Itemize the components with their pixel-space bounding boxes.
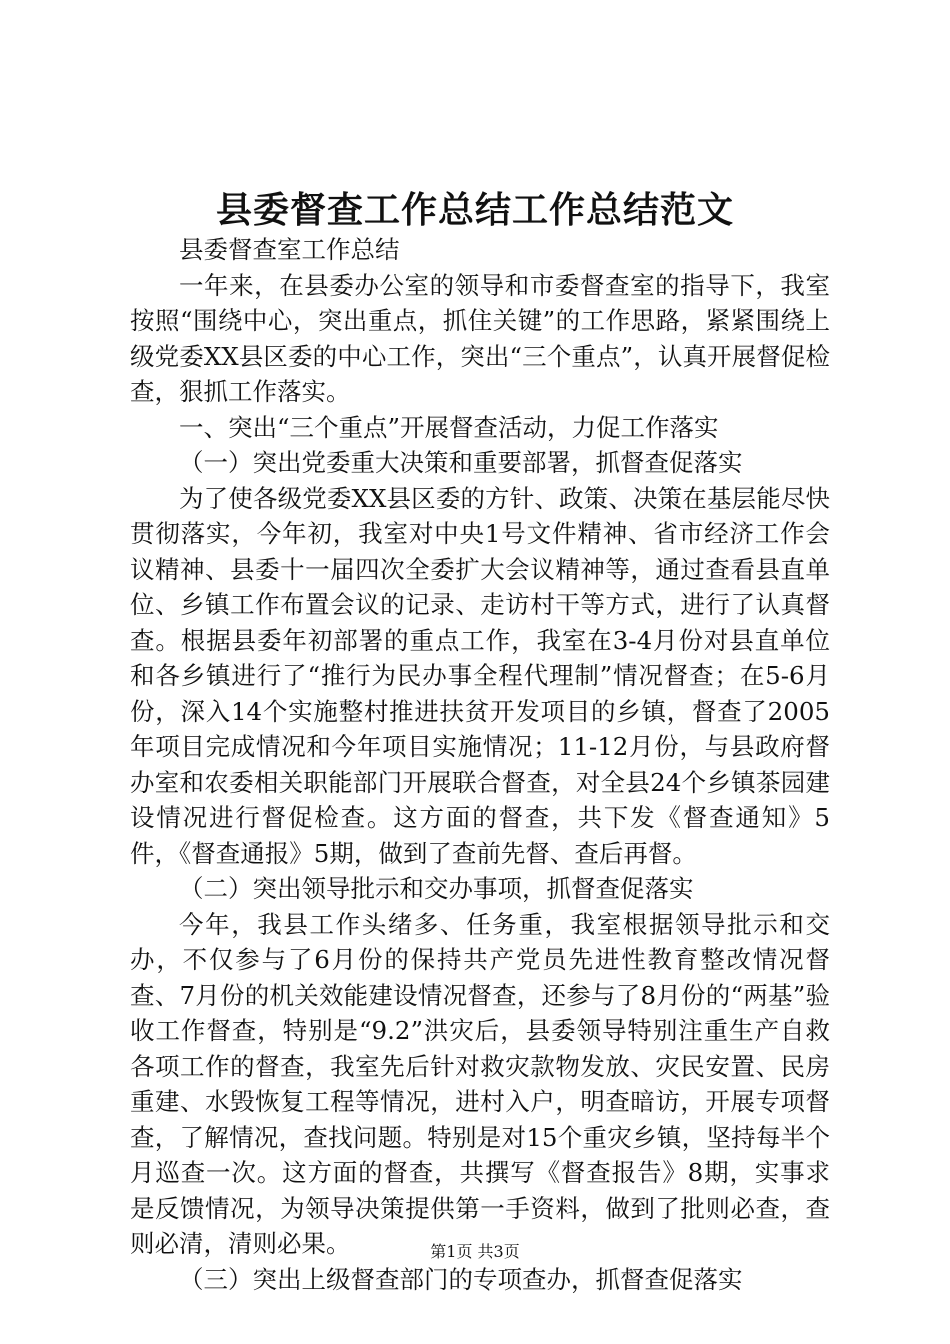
paragraph: （三）突出上级督查部门的专项查办，抓督查促落实 <box>179 1264 743 1294</box>
document-body <box>130 232 830 1297</box>
paragraph: 县委督查室工作总结 <box>179 235 400 264</box>
paragraph: 今年，我县工作头绪多、任务重，我室根据领导批示和交办，不仅参与了6月份的保持共产党员先进性教育整改情况督查、7月份的机关效能建设情况督查，还参与了8月份的“两基”验收工作督查，特别是“9.2”洪灾后，县委领导特别注重生产自救各项工作的督查，我室先后针对救灾款物发放、灾民安置、民房重建、水毁恢复工程等情况，进村入户，明查暗访，开展专项督查，了解情况，查找问题。特别是对15个重灾乡镇，坚持每半个月巡查一次。这方面的督查，共撰写《督查报告》8期，实事求是反馈情况，为领导决策提供第一手资料，做到了批则必查，查则必清，清则必果。 <box>130 909 830 1258</box>
document-title: 县委督查工作总结工作总结范文 <box>215 189 734 231</box>
paragraph: （二）突出领导批示和交办事项，抓督查促落实 <box>179 874 694 903</box>
page-footer: 第1页 共3页 <box>430 1242 520 1261</box>
paragraph: 一年来，在县委办公室的领导和市委督查室的指导下，我室按照“围绕中心，突出重点，抓住关键”的工作思路，紧紧围绕上级党委XX县区委的中心工作，突出“三个重点”，认真开展督促检查，狠抓工作落实。 <box>130 270 830 406</box>
paragraph: （一）突出党委重大决策和重要部署，抓督查促落实 <box>179 448 743 477</box>
paragraph: 为了使各级党委XX县区委的方针、政策、决策在基层能尽快贯彻落实，今年初，我室对中央1号文件精神、省市经济工作会议精神、县委十一届四次全委扩大会议精神等，通过查看县直单位、乡镇工作布置会议的记录、走访村干等方式，进行了认真督查。根据县委年初部署的重点工作，我室在3-4月份对县直单位和各乡镇进行了“推行为民办事全程代理制”情况督查；在5-6月份，深入14个实施整村推进扶贫开发项目的乡镇，督查了2005年项目完成情况和今年项目实施情况；11-12月份，与县政府督办室和农委相关职能部门开展联合督查，对全县24个乡镇茶园建设情况进行督促检查。这方面的督查，共下发《督查通知》5件，《督查通报》5期，做到了查前先督、查后再督。 <box>130 483 830 868</box>
paragraph: 一、突出“三个重点”开展督查活动，力促工作落实 <box>179 412 719 442</box>
